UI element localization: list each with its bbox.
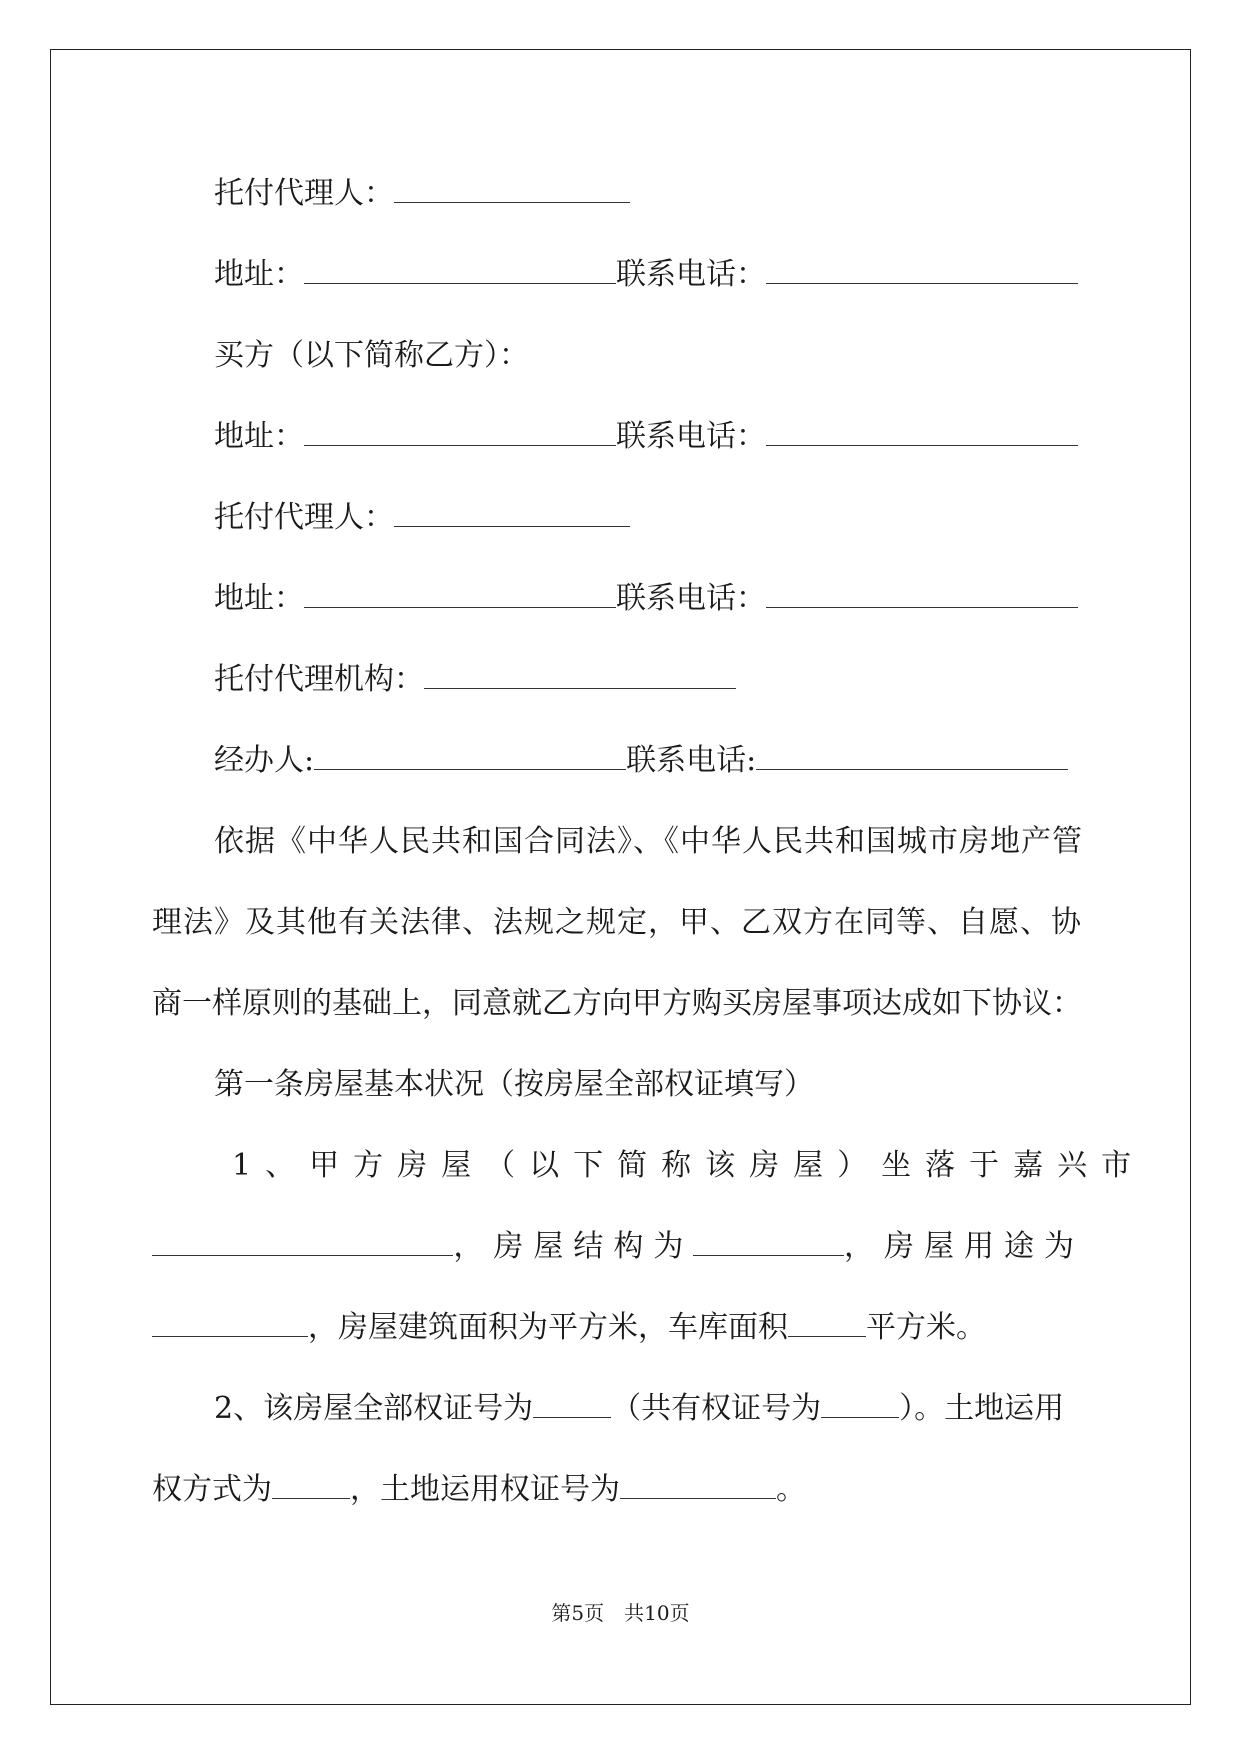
address-label-2: 地址： (214, 419, 304, 454)
agency-blank[interactable] (424, 660, 736, 689)
structure-label: ，房屋结构为 (453, 1229, 694, 1264)
address-blank-1[interactable] (304, 255, 616, 284)
phone-label-2: 联系电话： (616, 419, 766, 454)
cert-number-blank[interactable] (533, 1389, 611, 1418)
item-1-line-2 (152, 1227, 1084, 1267)
phone-label-3: 联系电话： (616, 581, 766, 616)
agency-label: 托付代理机构： (214, 662, 424, 697)
land-cert-blank[interactable] (620, 1470, 776, 1499)
shared-cert-label: （共有权证号为 (611, 1391, 822, 1426)
preamble-line-1: 依据《中华人民共和国合同法》、《中华人民共和国城市房地产管 (214, 824, 1083, 859)
page-border (50, 49, 1191, 1705)
preamble-line-2: 理法》及其他有关法律、法规之规定，甲、乙双方在同等、自愿、协 (152, 905, 1082, 940)
phone-blank-1[interactable] (766, 255, 1078, 284)
agency-line (214, 660, 736, 700)
period-mark: 。 (776, 1472, 806, 1507)
buyer-heading: 买方（以下简称乙方）： (214, 338, 529, 373)
agent-label-1: 托付代理人： (214, 176, 394, 211)
cert-label: 2、该房屋全部权证号为 (214, 1391, 534, 1426)
address-blank-3[interactable] (304, 579, 616, 608)
usage-label: ，房屋用途为 (844, 1229, 1084, 1264)
handler-line (214, 741, 1068, 781)
phone-blank-3[interactable] (766, 579, 1078, 608)
location-blank[interactable] (152, 1227, 453, 1256)
item-1-line-3 (152, 1308, 986, 1348)
area-text: ，房屋建筑面积为平方米，车库面积 (308, 1310, 788, 1345)
usage-blank[interactable] (152, 1308, 308, 1337)
phone-label-4: 联系电话: (626, 743, 757, 778)
handler-label: 经办人: (214, 743, 315, 778)
page-number: 第5页 共10页 (551, 1601, 690, 1625)
article-1-heading: 第一条房屋基本状况（按房屋全部权证填写） (214, 1067, 814, 1102)
agent-blank-1[interactable] (394, 174, 630, 203)
phone-label-1: 联系电话： (616, 257, 766, 292)
agent-blank-2[interactable] (394, 498, 630, 527)
address-line-2 (214, 417, 1078, 457)
structure-blank[interactable] (693, 1227, 844, 1256)
land-cert-label: ，土地运用权证号为 (350, 1472, 620, 1507)
phone-blank-4[interactable] (756, 741, 1068, 770)
address-line-1 (214, 255, 1078, 295)
area-unit: 平方米。 (866, 1310, 986, 1345)
item-1-line-1: 1、甲方房屋（以下简称该房屋）坐落于嘉兴市 (232, 1148, 1146, 1183)
agent-line-1 (214, 174, 630, 214)
address-blank-2[interactable] (304, 417, 616, 446)
phone-blank-2[interactable] (766, 417, 1078, 446)
handler-blank[interactable] (314, 741, 626, 770)
land-use-text: ）。土地运用 (899, 1391, 1065, 1426)
land-method-blank[interactable] (272, 1470, 350, 1499)
agent-line-2 (214, 498, 630, 538)
address-label-1: 地址： (214, 257, 304, 292)
address-line-3 (214, 579, 1078, 619)
land-method-label: 权方式为 (152, 1472, 272, 1507)
address-label-3: 地址： (214, 581, 304, 616)
item-2-line-2 (152, 1470, 806, 1510)
item-2-line-1 (214, 1389, 1064, 1429)
shared-cert-blank[interactable] (821, 1389, 899, 1418)
preamble-line-3: 商一样原则的基础上，同意就乙方向甲方购买房屋事项达成如下协议： (152, 986, 1082, 1021)
agent-label-2: 托付代理人： (214, 500, 394, 535)
garage-area-blank[interactable] (788, 1308, 866, 1337)
